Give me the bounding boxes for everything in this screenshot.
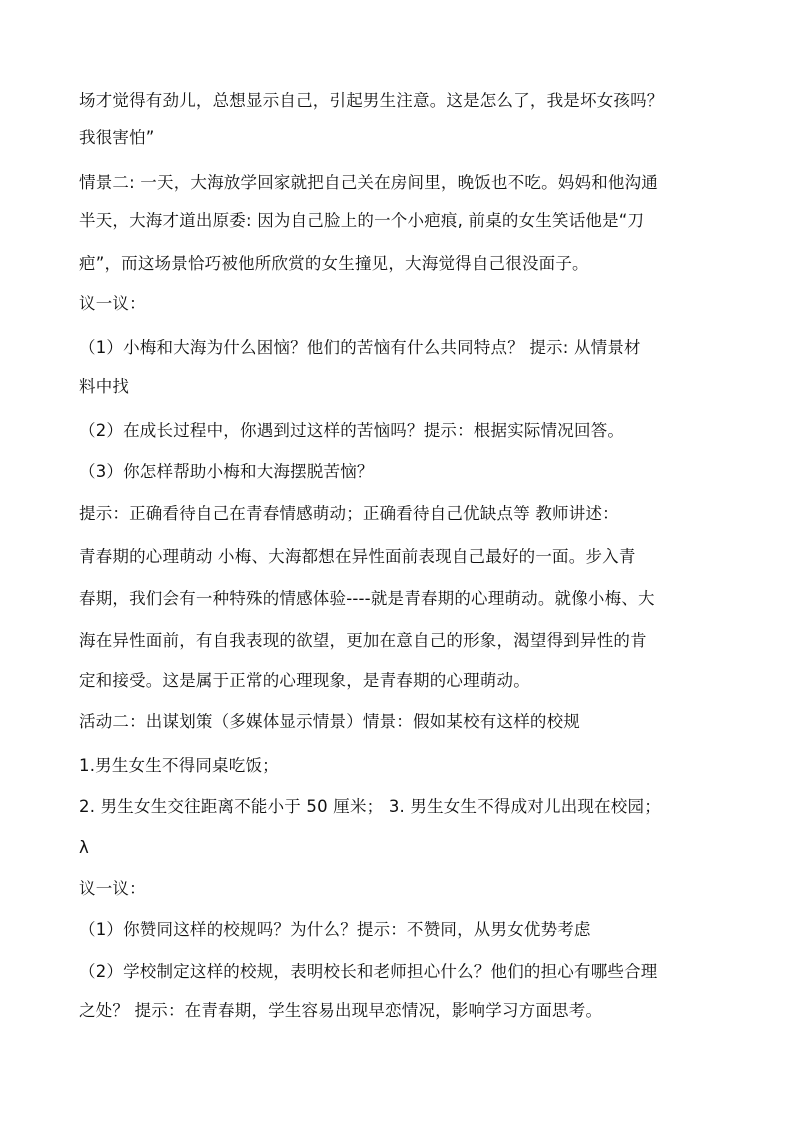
text-line-3: 情景二: 一天，大海放学回家就把自己关在房间里，晚饭也不吃。妈妈和他沟通 bbox=[79, 173, 659, 192]
text-line-9: （2）在成长过程中，你遇到过这样的苦恼吗？提示：根据实际情况回答。 bbox=[79, 421, 625, 440]
text-line-10: （3）你怎样帮助小梅和大海摆脱苦恼？ bbox=[79, 462, 374, 481]
text-line-4: 半天，大海才道出原委: 因为自己脸上的一个小疤痕, 前桌的女生笑话他是“刀 bbox=[79, 211, 645, 230]
text-line-7: （1）小梅和大海为什么困恼？他们的苦恼有什么共同特点？ 提示: 从情景材 bbox=[79, 338, 641, 357]
text-line-23: 之处？ 提示：在青春期，学生容易出现早恋情况，影响学习方面思考。 bbox=[79, 1001, 603, 1020]
text-line-18: 2. 男生女生交往距离不能小于 50 厘米； 3. 男生女生不得成对儿出现在校园； bbox=[79, 797, 661, 816]
text-line-17: 1.男生女生不得同桌吃饭； bbox=[79, 756, 279, 775]
text-line-19: λ bbox=[79, 838, 89, 857]
text-line-14: 海在异性面前，有自我表现的欲望，更加在意自己的形象，渴望得到异性的肯 bbox=[79, 631, 647, 650]
text-line-2: 我很害怕” bbox=[79, 128, 155, 147]
text-line-13: 春期，我们会有一种特殊的情感体验----就是青春期的心理萌动。就像小梅、大 bbox=[79, 589, 655, 608]
text-line-12: 青春期的心理萌动 小梅、大海都想在异性面前表现自己最好的一面。步入青 bbox=[79, 547, 636, 566]
text-line-16: 活动二：出谋划策（多媒体显示情景）情景：假如某校有这样的校规 bbox=[79, 712, 580, 731]
text-line-20: 议一议： bbox=[79, 879, 146, 898]
text-line-8: 料中找 bbox=[79, 377, 130, 396]
text-line-5: 疤”，而这场景恰巧被他所欣赏的女生撞见，大海觉得自己很没面子。 bbox=[79, 254, 589, 273]
text-line-15: 定和接受。这是属于正常的心理现象，是青春期的心理萌动。 bbox=[79, 671, 530, 690]
text-line-11: 提示：正确看待自己在青春情感萌动；正确看待自己优缺点等 教师讲述： bbox=[79, 504, 619, 523]
text-line-1: 场才觉得有劲儿，总想显示自己，引起男生注意。这是怎么了，我是坏女孩吗？ bbox=[79, 91, 664, 110]
text-line-22: （2）学校制定这样的校规，表明校长和老师担心什么？他们的担心有哪些合理 bbox=[79, 962, 658, 981]
text-line-6: 议一议： bbox=[79, 294, 146, 313]
text-line-21: （1）你赞同这样的校规吗？为什么？提示：不赞同，从男女优势考虑 bbox=[79, 920, 591, 939]
